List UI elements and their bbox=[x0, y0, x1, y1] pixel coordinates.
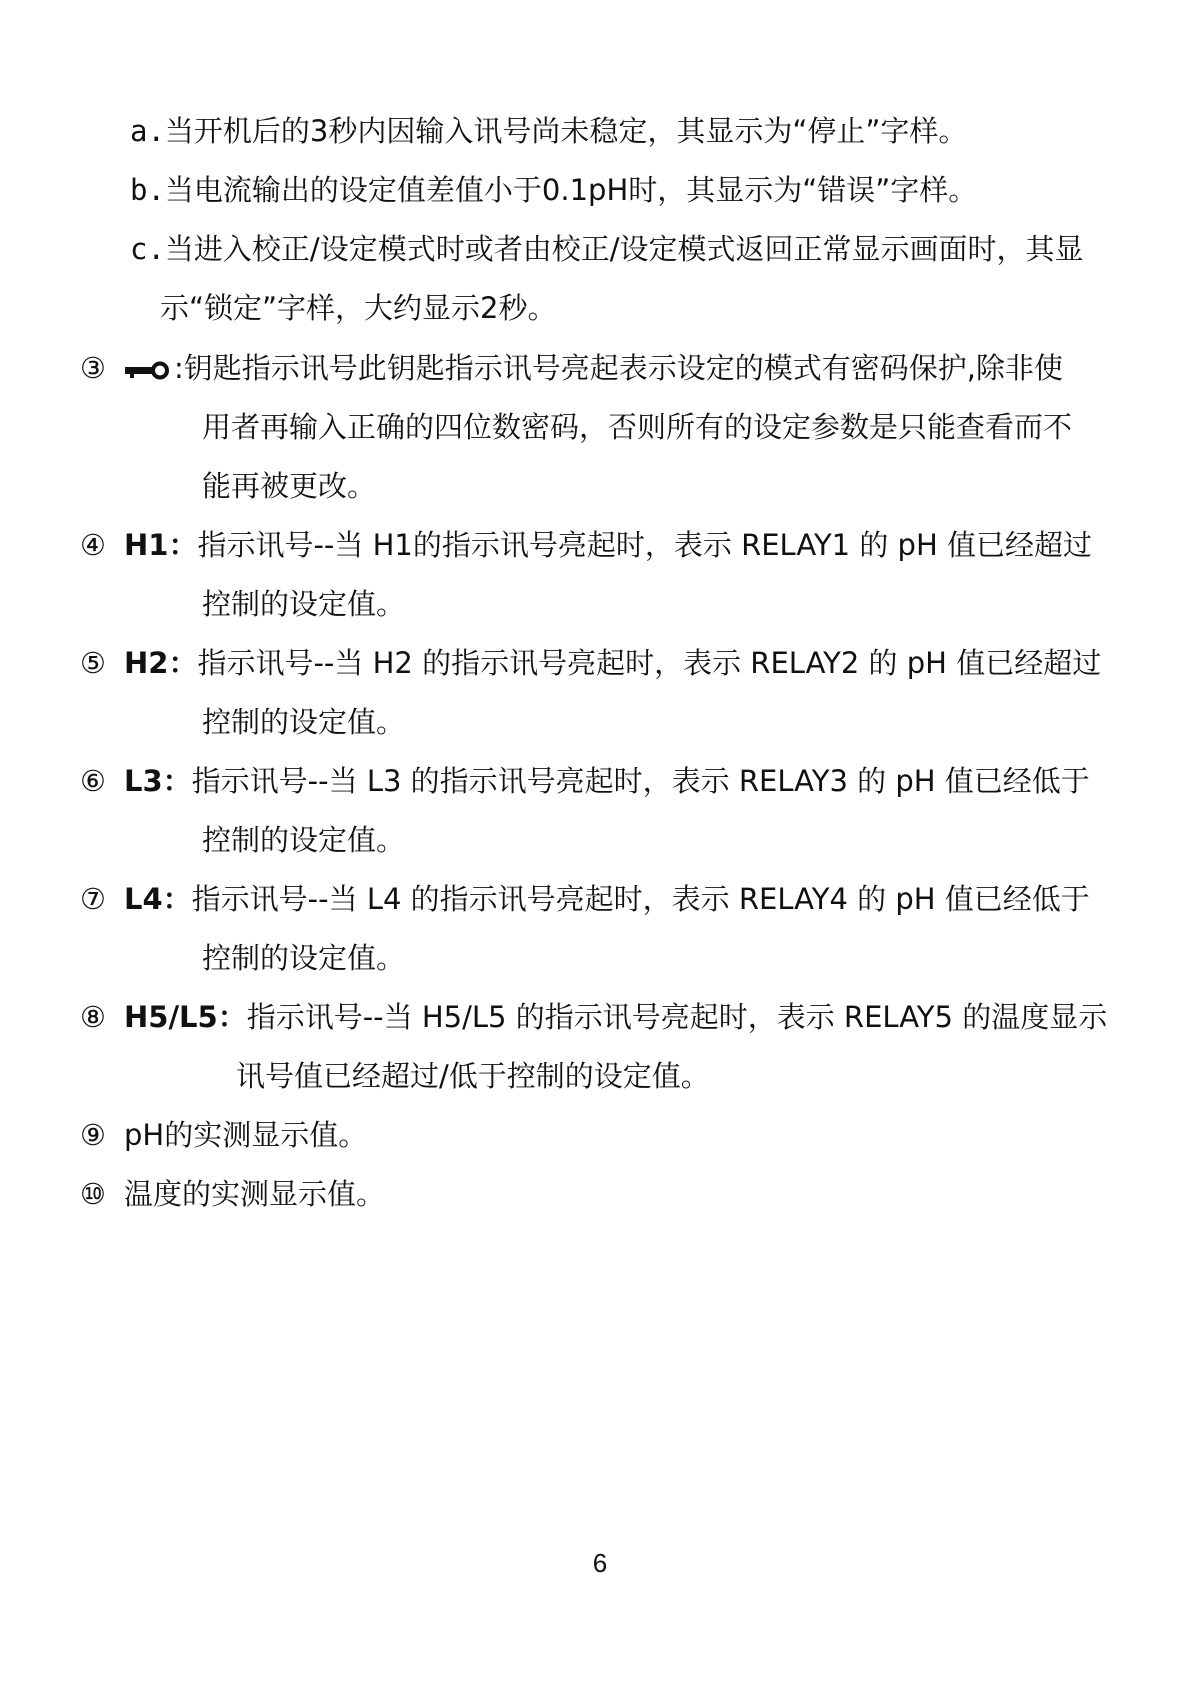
item-10-text: 温度的实测显示值。 bbox=[124, 1177, 386, 1211]
item-7-label: L4： bbox=[124, 882, 192, 916]
item-9-number: ⑨ bbox=[80, 1118, 106, 1152]
item-6-number: ⑥ bbox=[80, 764, 106, 798]
item-5-label: H2： bbox=[124, 646, 198, 680]
item-c bbox=[130, 231, 1083, 267]
item-6-continuation: 控制的设定值。 bbox=[202, 823, 406, 857]
item-b-text: 当电流输出的设定值差值小于0.1pH时，其显示为“错误”字样。 bbox=[164, 173, 978, 207]
item-7-continuation: 控制的设定值。 bbox=[202, 941, 406, 975]
item-c-text: 当进入校正/设定模式时或者由校正/设定模式返回正常显示画面时，其显 bbox=[164, 232, 1084, 266]
item-3-text: :钥匙指示讯号此钥匙指示讯号亮起表示设定的模式有密码保护,除非使 bbox=[174, 351, 1063, 385]
item-10-number: ⑩ bbox=[80, 1177, 106, 1211]
key-icon bbox=[124, 352, 170, 388]
item-3-number: ③ bbox=[80, 351, 106, 385]
item-7-text: 指示讯号--当 L4 的指示讯号亮起时，表示 RELAY4 的 pH 值已经低于 bbox=[191, 882, 1090, 916]
item-8-number: ⑧ bbox=[80, 1000, 106, 1034]
item-7-number: ⑦ bbox=[80, 882, 106, 916]
item-3-continuation-2: 能再被更改。 bbox=[202, 469, 377, 503]
item-6 bbox=[80, 763, 1090, 799]
item-a-text: 当开机后的3秒内因输入讯号尚未稳定，其显示为“停止”字样。 bbox=[164, 114, 968, 148]
item-4-number: ④ bbox=[80, 528, 106, 562]
item-c-continuation: 示“锁定”字样，大约显示2秒。 bbox=[160, 291, 557, 325]
page-number: 6 bbox=[592, 1548, 608, 1578]
item-4-text: 指示讯号--当 H1的指示讯号亮起时，表示 RELAY1 的 pH 值已经超过 bbox=[197, 528, 1092, 562]
item-10 bbox=[80, 1176, 385, 1212]
item-3-continuation-1: 用者再输入正确的四位数密码，否则所有的设定参数是只能查看而不 bbox=[202, 410, 1073, 444]
item-8 bbox=[80, 999, 1107, 1035]
item-8-label: H5/L5： bbox=[124, 1000, 247, 1034]
item-4-continuation: 控制的设定值。 bbox=[202, 587, 406, 621]
item-8-continuation: 讯号值已经超过/低于控制的设定值。 bbox=[236, 1059, 710, 1093]
item-5-text: 指示讯号--当 H2 的指示讯号亮起时，表示 RELAY2 的 pH 值已经超过 bbox=[197, 646, 1102, 680]
item-a bbox=[130, 113, 967, 149]
item-7 bbox=[80, 881, 1090, 917]
item-5-number: ⑤ bbox=[80, 646, 106, 680]
item-a-prefix: a. bbox=[130, 114, 165, 148]
item-4-label: H1： bbox=[124, 528, 198, 562]
item-8-text: 指示讯号--当 H5/L5 的指示讯号亮起时，表示 RELAY5 的温度显示 bbox=[246, 1000, 1108, 1034]
item-6-label: L3： bbox=[124, 764, 192, 798]
item-9-text: pH的实测显示值。 bbox=[124, 1118, 368, 1152]
item-6-text: 指示讯号--当 L3 的指示讯号亮起时，表示 RELAY3 的 pH 值已经低于 bbox=[191, 764, 1090, 798]
item-3 bbox=[80, 350, 1063, 388]
item-5-continuation: 控制的设定值。 bbox=[202, 705, 406, 739]
item-4 bbox=[80, 527, 1092, 563]
item-5 bbox=[80, 645, 1101, 681]
item-c-prefix: c. bbox=[130, 232, 165, 266]
item-b bbox=[130, 172, 977, 208]
item-9 bbox=[80, 1117, 367, 1153]
item-b-prefix: b. bbox=[130, 173, 165, 207]
